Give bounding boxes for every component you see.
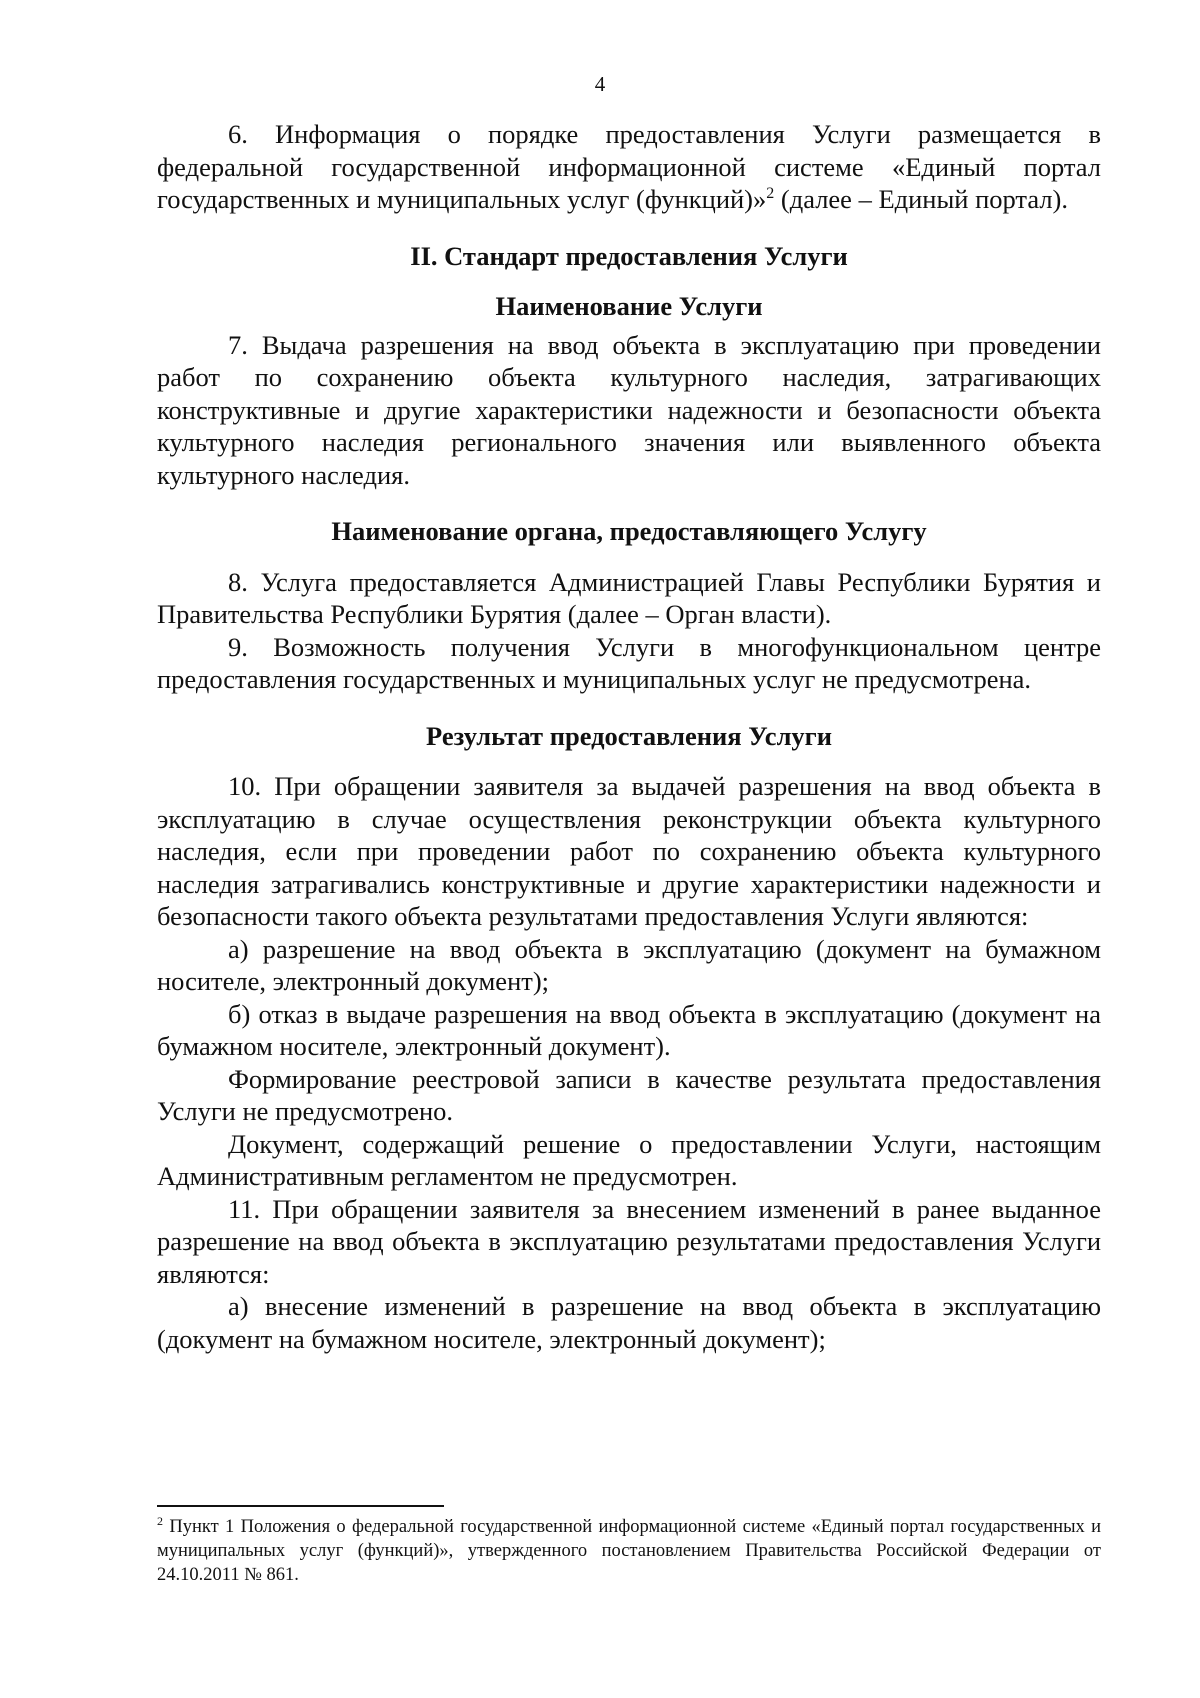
paragraph-10-document: Документ, содержащий решение о предоставлении Услуги, настоящим Административным регламентом не предусмотрен. <box>157 1128 1101 1191</box>
footnote-marker: 2 <box>157 1514 163 1528</box>
paragraph-6-tail: (далее – Единый портал). <box>774 184 1068 214</box>
footnote <box>157 1515 1101 1587</box>
page-number: 4 <box>594 72 606 96</box>
paragraph-11-a: а) внесение изменений в разрешение на ввод объекта в эксплуатацию (документ на бумажном носителе, электронный документ); <box>157 1291 1101 1354</box>
heading-service-name: Наименование Услуги <box>495 291 763 321</box>
heading-authority-name: Наименование органа, предоставляющего Услугу <box>331 516 927 546</box>
paragraph-8: 8. Услуга предоставляется Администрацией Главы Республики Бурятия и Правительства Республики Бурятия (далее – Орган власти). <box>157 566 1101 629</box>
paragraph-9: 9. Возможность получения Услуги в многофункциональном центре предоставления государственных и муниципальных услуг не предусмотрена. <box>157 631 1101 694</box>
paragraph-10-b: б) отказ в выдаче разрешения на ввод объекта в эксплуатацию (документ на бумажном носителе, электронный документ). <box>157 998 1101 1061</box>
heading-service-result: Результат предоставления Услуги <box>426 720 832 751</box>
paragraph-6 <box>157 118 1101 216</box>
paragraph-10-registry: Формирование реестровой записи в качестве результата предоставления Услуги не предусмотрено. <box>157 1063 1101 1126</box>
document-body <box>157 118 1101 1355</box>
paragraph-11: 11. При обращении заявителя за внесением изменений в ранее выданное разрешение на ввод объекта в эксплуатацию результатами предоставления Услуги являются: <box>157 1193 1101 1289</box>
footnote-reference: 2 <box>766 185 775 202</box>
paragraph-6-text: 6. Информация о порядке предоставления Услуги размещается в федеральной государственной информационной системе «Единый портал государственных и муниципальных услуг (функций)» <box>157 119 1101 214</box>
heading-standard: II. Стандарт предоставления Услуги <box>410 240 848 271</box>
footnote-divider <box>157 1505 444 1507</box>
footnote-text: Пункт 1 Положения о федеральной государственной информационной системе «Единый портал государственных и муниципальных услуг (функций)», утвержденного постановлением Правительства Российской Федерации от 24.10.2011 № 861. <box>157 1517 1101 1585</box>
paragraph-7: 7. Выдача разрешения на ввод объекта в эксплуатацию при проведении работ по сохранению объекта культурного наследия, затрагивающих конструктивные и другие характеристики надежности и безопасности объекта культурного наследия регионального значения или выявленного объекта культурного наследия. <box>157 329 1101 490</box>
paragraph-10-a: а) разрешение на ввод объекта в эксплуатацию (документ на бумажном носителе, электронный документ); <box>157 933 1101 996</box>
paragraph-10: 10. При обращении заявителя за выдачей разрешения на ввод объекта в эксплуатацию в случае осуществления реконструкции объекта культурного наследия, если при проведении работ по сохранению объекта культурного наследия затрагивались конструктивные и другие характеристики надежности и безопасности такого объекта результатами предоставления Услуги являются: <box>157 771 1101 931</box>
